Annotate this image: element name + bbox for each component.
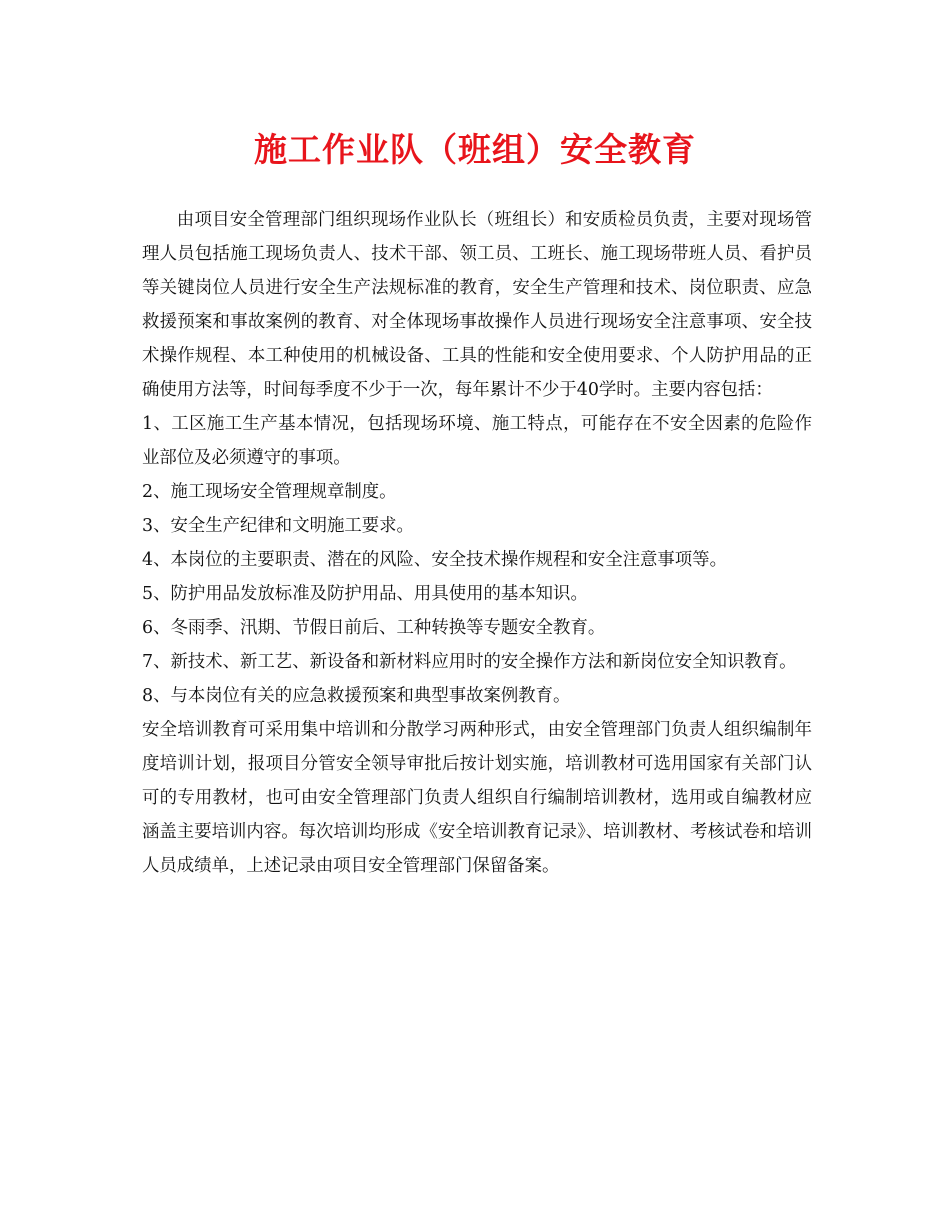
- list-item-2: 2、施工现场安全管理规章制度。: [142, 482, 397, 502]
- intro-paragraph: 由项目安全管理部门组织现场作业队长（班组长）和安质检员负责，主要对现场管理人员包括施工现场负责人、技术干部、领工员、工班长、施工现场带班人员、看护员等关键岗位人员进行安全生产法规标准的教育，安全生产管理和技术、岗位职责、应急救援预案和事故案例的教育、对全体现场事故操作人员进行现场安全注意事项、安全技术操作规程、本工种使用的机械设备、工具的性能和安全使用要求、个人防护用品的正确使用方法等，时间每季度不少于一次，每年累计不少于40学时。主要内容包括：: [142, 210, 812, 400]
- list-item-4: 4、本岗位的主要职责、潜在的风险、安全技术操作规程和安全注意事项等。: [142, 550, 727, 570]
- closing-paragraph: 安全培训教育可采用集中培训和分散学习两种形式，由安全管理部门负责人组织编制年度培训计划，报项目分管安全领导审批后按计划实施，培训教材可选用国家有关部门认可的专用教材，也可由安全管理部门负责人组织自行编制培训教材，选用或自编教材应涵盖主要培训内容。每次培训均形成《安全培训教育记录》、培训教材、考核试卷和培训人员成绩单，上述记录由项目安全管理部门保留备案。: [142, 720, 812, 876]
- list-item-7: 7、新技术、新工艺、新设备和新材料应用时的安全操作方法和新岗位安全知识教育。: [142, 652, 797, 672]
- list-item-3: 3、安全生产纪律和文明施工要求。: [142, 516, 414, 536]
- page-title: 施工作业队（班组）安全教育: [254, 130, 696, 169]
- list-item-1: 1、工区施工生产基本情况，包括现场环境、施工特点，可能存在不安全因素的危险作业部位及必须遵守的事项。: [142, 414, 812, 468]
- list-item-6: 6、冬雨季、汛期、节假日前后、工种转换等专题安全教育。: [142, 618, 606, 638]
- list-item-5: 5、防护用品发放标准及防护用品、用具使用的基本知识。: [142, 584, 588, 604]
- list-item-8: 8、与本岗位有关的应急救援预案和典型事故案例教育。: [142, 686, 571, 706]
- document-body: [142, 203, 812, 883]
